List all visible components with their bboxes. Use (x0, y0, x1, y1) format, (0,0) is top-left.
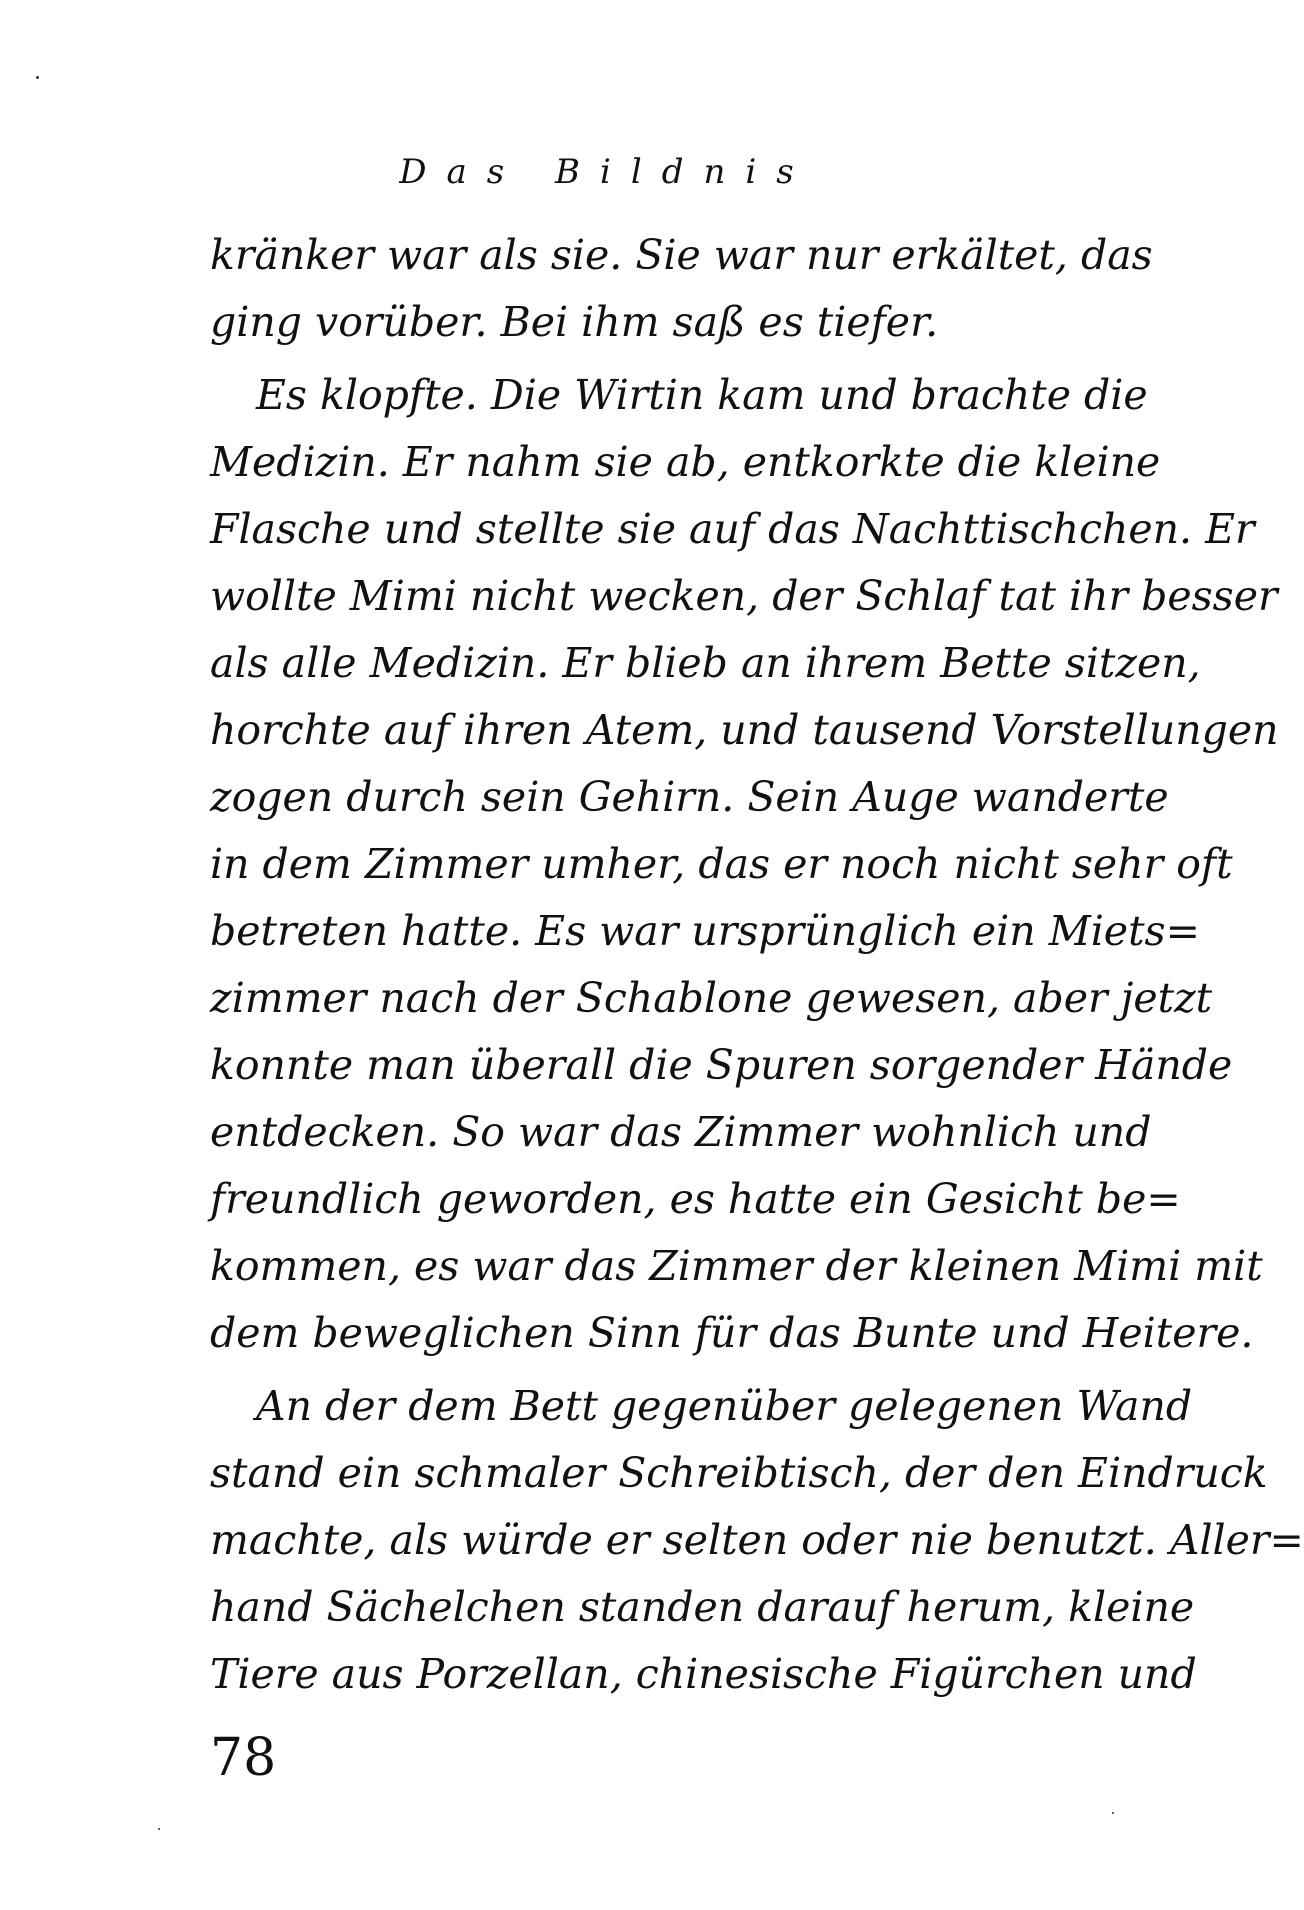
print-speck (158, 1828, 160, 1830)
text-line: als alle Medizin. Er blieb an ihrem Bette sitzen, (210, 639, 1201, 687)
page-number: 78 (210, 1728, 277, 1788)
text-line: zimmer nach der Schablone gewesen, aber jetzt (210, 974, 1213, 1022)
text-line: freundlich geworden, es hatte ein Gesicht be= (210, 1175, 1181, 1223)
print-speck (1112, 1812, 1114, 1814)
text-line: in dem Zimmer umher, das er noch nicht sehr oft (210, 840, 1233, 888)
text-line: machte, als würde er selten oder nie benutzt. Aller= (210, 1516, 1304, 1564)
text-line: An der dem Bett gegenüber gelegenen Wand (256, 1382, 1193, 1430)
text-line: dem beweglichen Sinn für das Bunte und Heitere. (210, 1309, 1254, 1357)
text-line: Es klopfte. Die Wirtin kam und brachte die (256, 371, 1148, 419)
print-speck (36, 76, 39, 79)
text-line: Medizin. Er nahm sie ab, entkorkte die kleine (210, 438, 1161, 486)
text-line: kommen, es war das Zimmer der kleinen Mimi mit (210, 1242, 1263, 1290)
text-line: horchte auf ihren Atem, und tausend Vorstellungen (210, 706, 1279, 754)
text-line: betreten hatte. Es war ursprünglich ein Miets= (210, 907, 1200, 955)
running-head: Das Bildnis (399, 152, 814, 192)
text-line: entdecken. So war das Zimmer wohnlich und (210, 1108, 1152, 1156)
text-line: konnte man überall die Spuren sorgender Hände (210, 1041, 1233, 1089)
text-line: kränker war als sie. Sie war nur erkältet, das (210, 231, 1153, 279)
text-line: zogen durch sein Gehirn. Sein Auge wanderte (210, 773, 1169, 821)
text-line: ging vorüber. Bei ihm saß es tiefer. (210, 298, 939, 346)
text-line: stand ein schmaler Schreibtisch, der den Eindruck (210, 1449, 1268, 1497)
text-line: Flasche und stellte sie auf das Nachttischchen. Er (210, 505, 1255, 553)
body-text (210, 222, 1304, 1708)
text-line: hand Sächelchen standen darauf herum, kleine (210, 1583, 1195, 1631)
text-line: Tiere aus Porzellan, chinesische Figürchen und (210, 1650, 1197, 1698)
text-line: wollte Mimi nicht wecken, der Schlaf tat ihr besser (210, 572, 1278, 620)
